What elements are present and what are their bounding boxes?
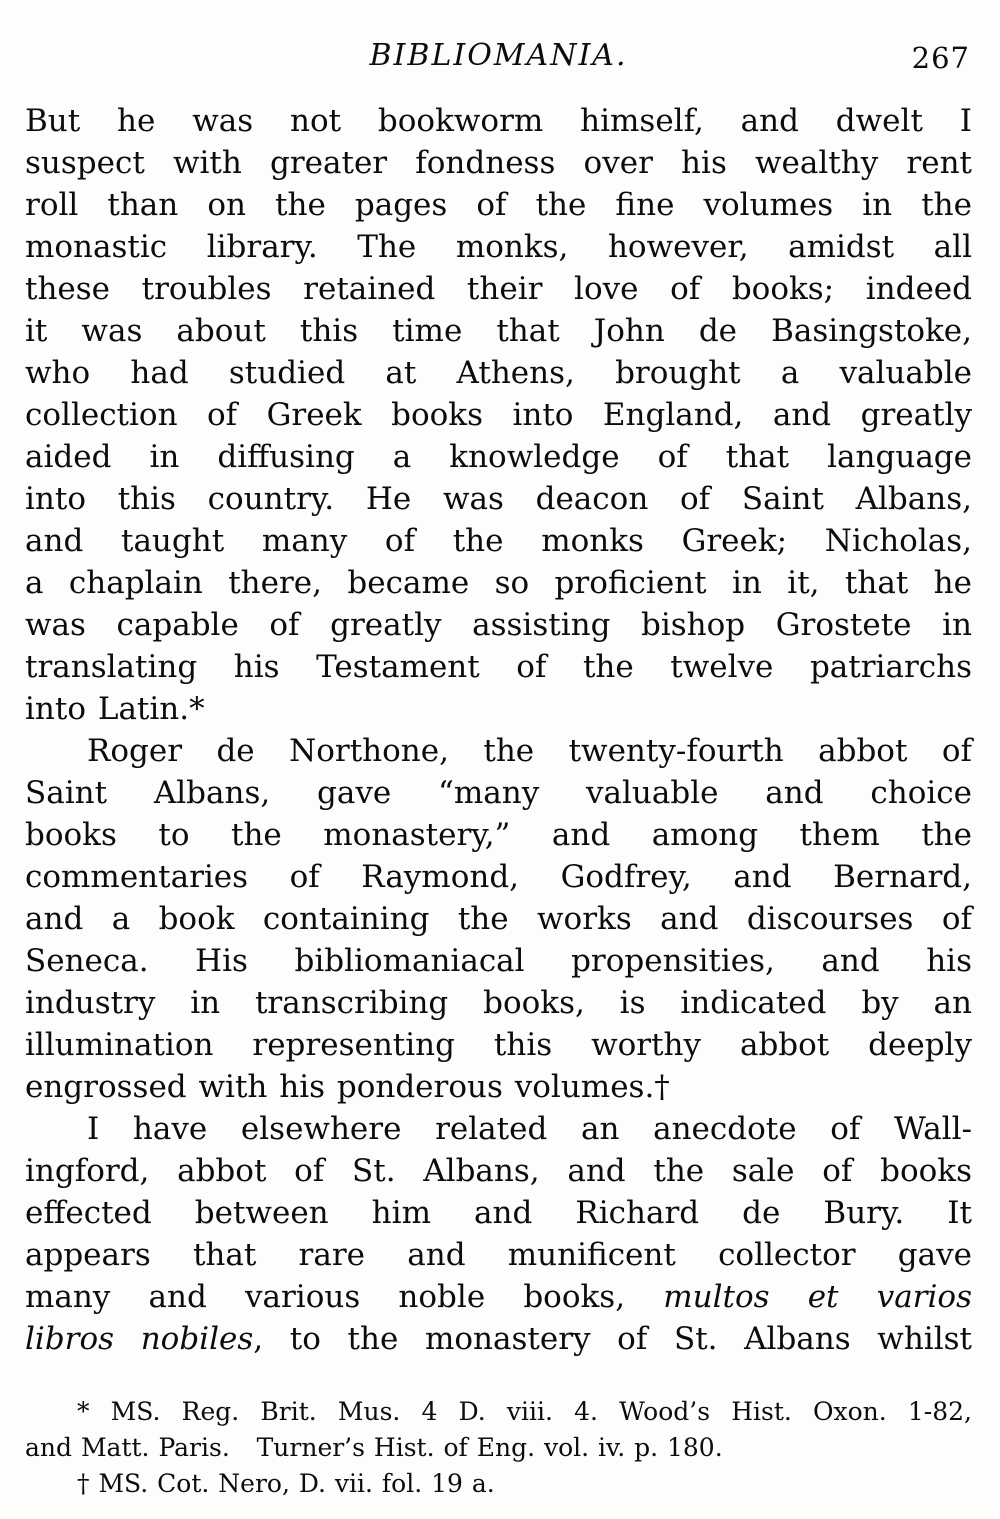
text-line — [25, 436, 972, 478]
text-segment: and taught many of the monks Greek; Nicholas, — [25, 523, 972, 559]
text-segment: ingford, abbot of St. Albans, and the sale of books — [25, 1153, 972, 1189]
body-text — [25, 100, 972, 1360]
latin-phrase: libros nobiles — [25, 1321, 254, 1357]
text-line — [25, 310, 972, 352]
text-line — [25, 184, 972, 226]
text-segment: I have elsewhere related an anecdote of Wall- — [87, 1111, 972, 1147]
text-line — [25, 100, 972, 142]
text-segment: effected between him and Richard de Bury. It — [25, 1195, 972, 1231]
text-line — [25, 1318, 972, 1360]
paragraph — [25, 100, 972, 730]
text-line — [25, 562, 972, 604]
text-segment: and Matt. Paris. Turner’s Hist. of Eng. vol. iv. p. 180. — [25, 1433, 723, 1462]
text-line — [25, 1066, 972, 1108]
paragraph — [25, 730, 972, 1108]
latin-phrase: multos et varios — [663, 1279, 972, 1315]
footnote — [25, 1394, 972, 1466]
text-line — [25, 688, 972, 730]
text-line — [25, 856, 972, 898]
text-line — [25, 940, 972, 982]
text-segment: many and various noble books, — [25, 1279, 664, 1315]
text-line — [25, 394, 972, 436]
text-segment: , to the monastery of St. Albans whilst — [253, 1321, 973, 1357]
text-line — [25, 730, 972, 772]
text-line — [25, 1192, 972, 1234]
text-segment: * MS. Reg. Brit. Mus. 4 D. viii. 4. Wood’s Hist. Oxon. 1-82, — [77, 1397, 972, 1426]
text-line — [25, 604, 972, 646]
text-line — [25, 1108, 972, 1150]
text-line — [25, 268, 972, 310]
text-segment: a chaplain there, became so proficient in it, that he — [25, 565, 972, 601]
text-line — [25, 478, 972, 520]
text-line — [25, 898, 972, 940]
text-segment: illumination representing this worthy abbot deeply — [25, 1027, 972, 1063]
text-segment: engrossed with his ponderous volumes.† — [25, 1069, 670, 1105]
text-segment: But he was not bookworm himself, and dwelt I — [25, 103, 972, 139]
text-segment: commentaries of Raymond, Godfrey, and Bernard, — [25, 859, 972, 895]
text-line — [25, 1024, 972, 1066]
text-line — [25, 1276, 972, 1318]
footnote — [25, 1466, 972, 1502]
text-segment: into Latin.* — [25, 691, 205, 727]
text-line — [25, 520, 972, 562]
text-line — [25, 1234, 972, 1276]
text-segment: collection of Greek books into England, and greatly — [25, 397, 972, 433]
text-line — [25, 1394, 972, 1430]
text-line — [25, 982, 972, 1024]
text-segment: monastic library. The monks, however, amidst all — [25, 229, 972, 265]
text-segment: suspect with greater fondness over his wealthy rent — [25, 145, 972, 181]
text-segment: books to the monastery,” and among them the — [25, 817, 972, 853]
text-segment: translating his Testament of the twelve patriarchs — [25, 649, 972, 685]
text-line — [25, 1430, 972, 1466]
paragraph — [25, 1108, 972, 1360]
text-line — [25, 352, 972, 394]
text-segment: into this country. He was deacon of Saint Albans, — [25, 481, 972, 517]
page-number: 267 — [911, 41, 970, 75]
text-line — [25, 1150, 972, 1192]
text-line — [25, 814, 972, 856]
text-segment: † MS. Cot. Nero, D. vii. fol. 19 a. — [77, 1469, 495, 1498]
text-segment: who had studied at Athens, brought a valuable — [25, 355, 972, 391]
running-head — [25, 36, 972, 82]
text-line — [25, 142, 972, 184]
text-line — [25, 646, 972, 688]
text-line — [25, 226, 972, 268]
text-segment: Roger de Northone, the twenty-fourth abbot of — [87, 733, 972, 769]
text-segment: roll than on the pages of the fine volumes in the — [25, 187, 972, 223]
text-segment: and a book containing the works and discourses of — [25, 901, 972, 937]
text-segment: these troubles retained their love of books; indeed — [25, 271, 972, 307]
text-segment: it was about this time that John de Basingstoke, — [25, 313, 972, 349]
text-line — [25, 1466, 972, 1502]
text-segment: Saint Albans, gave “many valuable and choice — [25, 775, 972, 811]
text-segment: was capable of greatly assisting bishop Grostete in — [25, 607, 972, 643]
text-segment: Seneca. His bibliomaniacal propensities, and his — [25, 943, 972, 979]
running-title: BIBLIOMANIA. — [369, 38, 628, 73]
footnotes — [25, 1394, 972, 1502]
text-line — [25, 772, 972, 814]
text-segment: industry in transcribing books, is indicated by an — [25, 985, 972, 1021]
text-segment: appears that rare and munificent collector gave — [25, 1237, 972, 1273]
text-segment: aided in diffusing a knowledge of that language — [25, 439, 972, 475]
